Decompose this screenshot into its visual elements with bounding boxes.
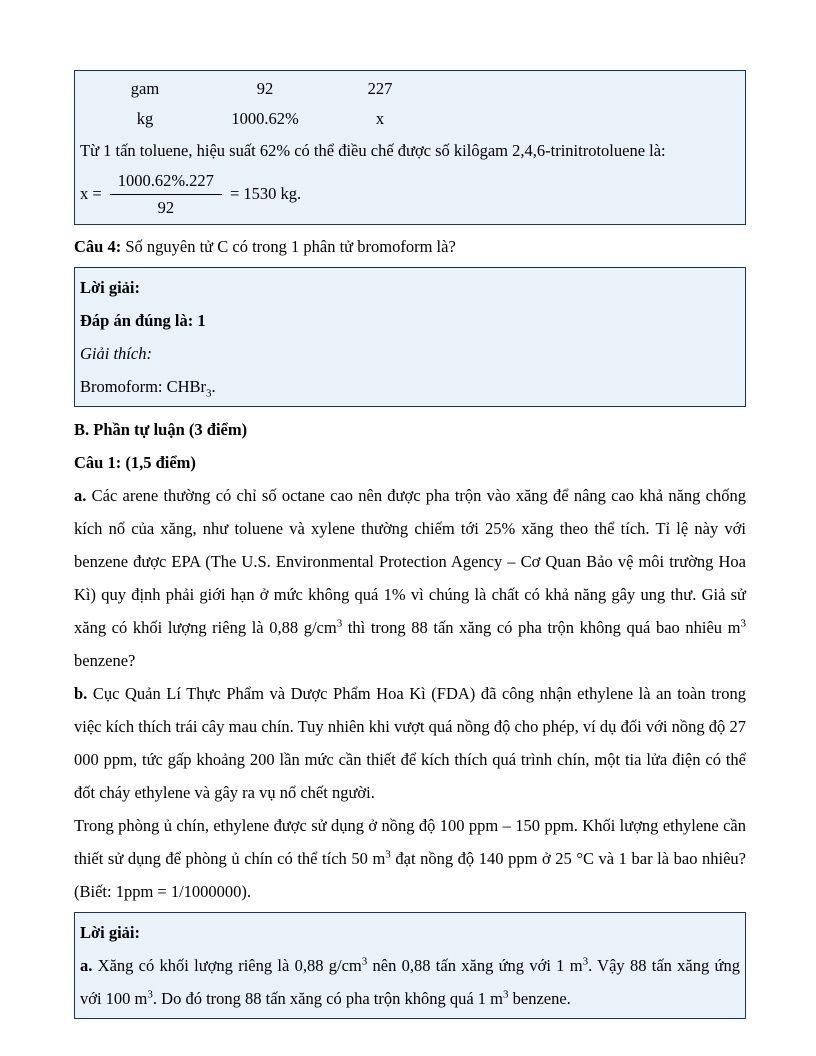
paragraph-b1 xyxy=(74,677,746,809)
table-cell-gam: gam xyxy=(130,79,160,98)
paragraph-a-label: a. xyxy=(74,486,87,505)
fraction xyxy=(110,171,222,218)
explanation-label-line xyxy=(80,337,740,370)
bromoform-period: . xyxy=(211,377,216,396)
formula-lhs: x = xyxy=(80,184,102,203)
sol-seg2: nên 0,88 tấn xăng ứng với 1 m xyxy=(367,956,583,975)
paragraph-a-seg3: benzene? xyxy=(74,651,136,670)
section-b-heading: B. Phần tự luận (3 điểm) xyxy=(74,420,248,439)
question-1-heading: Câu 1: (1,5 điểm) xyxy=(74,453,196,472)
ratio-table-row-2 xyxy=(80,104,740,134)
solution-paragraph-a xyxy=(80,949,740,1015)
paragraph-b-label: b. xyxy=(74,684,88,703)
sol-sup3: 3 xyxy=(147,988,153,1001)
sol-seg4: . Do đó trong 88 tấn xăng có pha trộn không quá 1 m xyxy=(152,989,504,1008)
paragraph-b2 xyxy=(74,809,746,908)
sol-seg3: . Vậy 88 tấn xăng ứng với 100 m xyxy=(80,956,740,1008)
question-4 xyxy=(74,231,746,262)
solution-box-toluene xyxy=(74,70,746,225)
paragraph-b1-text: Cục Quản Lí Thực Phẩm và Dược Phẩm Hoa Kì (FDA) đã công nhận ethylene là an toàn trong việc kích thích trái cây mau chín. Tuy nhiên khi vượt quá nồng độ cho phép, ví dụ đối với nồng độ 27 000 ppm, tức gấp khoảng 200 lần mức cần thiết để kích thích quá trình chín, một tia lửa điện có thể đốt cháy ethylene và gây ra vụ nổ chết người. xyxy=(74,684,746,802)
solution-box-tu-luan xyxy=(74,912,746,1019)
formula-rhs: = 1530 kg. xyxy=(229,184,302,203)
formula-line xyxy=(80,167,740,221)
solution-heading-2-text: Lời giải: xyxy=(80,923,141,942)
sol-seg5: benzene. xyxy=(508,989,571,1008)
solution-heading xyxy=(80,271,740,304)
statement-text: Từ 1 tấn toluene, hiệu suất 62% có thể điều chế được số kilôgam 2,4,6-trinitrotoluene là: xyxy=(80,141,666,160)
correct-answer-text: Đáp án đúng là: 1 xyxy=(80,311,206,330)
paragraph-a-seg1: Các arene thường có chỉ số octane cao nên được pha trộn vào xăng để nâng cao khả năng chống kích nổ của xăng, như toluene và xylene thường chiếm tới 25% xăng theo thể tích. Tỉ lệ này với benzene được EPA (The U.S. Environmental Protection Agency – Cơ Quan Bảo vệ môi trường Hoa Kì) quy định phải giới hạn ở mức không quá 1% vì chúng là chất có khả năng gây ung thư. Giả sử xăng có khối lượng riêng là 0,88 g/cm xyxy=(74,486,746,637)
table-cell-92: 92 xyxy=(256,79,274,98)
question-4-text: Số nguyên tử C có trong 1 phân tử bromoform là? xyxy=(125,237,456,256)
solution-paragraph-a-label: a. xyxy=(80,956,93,975)
paragraph-a xyxy=(74,479,746,677)
bromoform-formula-line xyxy=(80,370,740,403)
paragraph-b2-seg2: đạt nồng độ 140 ppm ở 25 °C và 1 bar là bao nhiêu? (Biết: 1ppm = 1/1000000). xyxy=(74,849,746,901)
fraction-denominator: 92 xyxy=(157,197,175,217)
bromoform-subscript: 3 xyxy=(206,387,212,400)
paragraph-a-seg2: thì trong 88 tấn xăng có pha trộn không quá bao nhiêu m xyxy=(342,618,741,637)
table-cell-1000-62: 1000.62% xyxy=(231,109,299,128)
correct-answer-line xyxy=(80,304,740,337)
solution-box-q4 xyxy=(74,267,746,407)
ratio-table-row-1 xyxy=(80,74,740,104)
question-4-label: Câu 4: xyxy=(74,237,122,256)
table-cell-x: x xyxy=(375,109,385,128)
fraction-numerator: 1000.62%.227 xyxy=(110,171,222,195)
paragraph-a-sup2: 3 xyxy=(740,617,746,630)
explanation-label-text: Giải thích: xyxy=(80,344,152,363)
bromoform-text: Bromoform: CHBr xyxy=(80,377,207,396)
sol-sup2: 3 xyxy=(582,955,589,968)
sol-sup4: 3 xyxy=(503,988,509,1001)
page-content xyxy=(74,70,746,1025)
table-cell-227: 227 xyxy=(367,79,393,98)
paragraph-a-sup1: 3 xyxy=(336,617,343,630)
paragraph-b2-seg1: Trong phòng ủ chín, ethylene được sử dụng ở nồng độ 100 ppm – 150 ppm. Khối lượng ethylene cần thiết sử dụng để phòng ủ chín có thể tích 50 m xyxy=(74,816,746,868)
sol-sup1: 3 xyxy=(361,955,368,968)
solution-heading-text: Lời giải: xyxy=(80,278,141,297)
table-cell-kg: kg xyxy=(136,109,154,128)
paragraph-b2-sup1: 3 xyxy=(385,848,391,861)
sol-seg1: Xăng có khối lượng riêng là 0,88 g/cm xyxy=(92,956,362,975)
solution-heading-2 xyxy=(80,916,740,949)
